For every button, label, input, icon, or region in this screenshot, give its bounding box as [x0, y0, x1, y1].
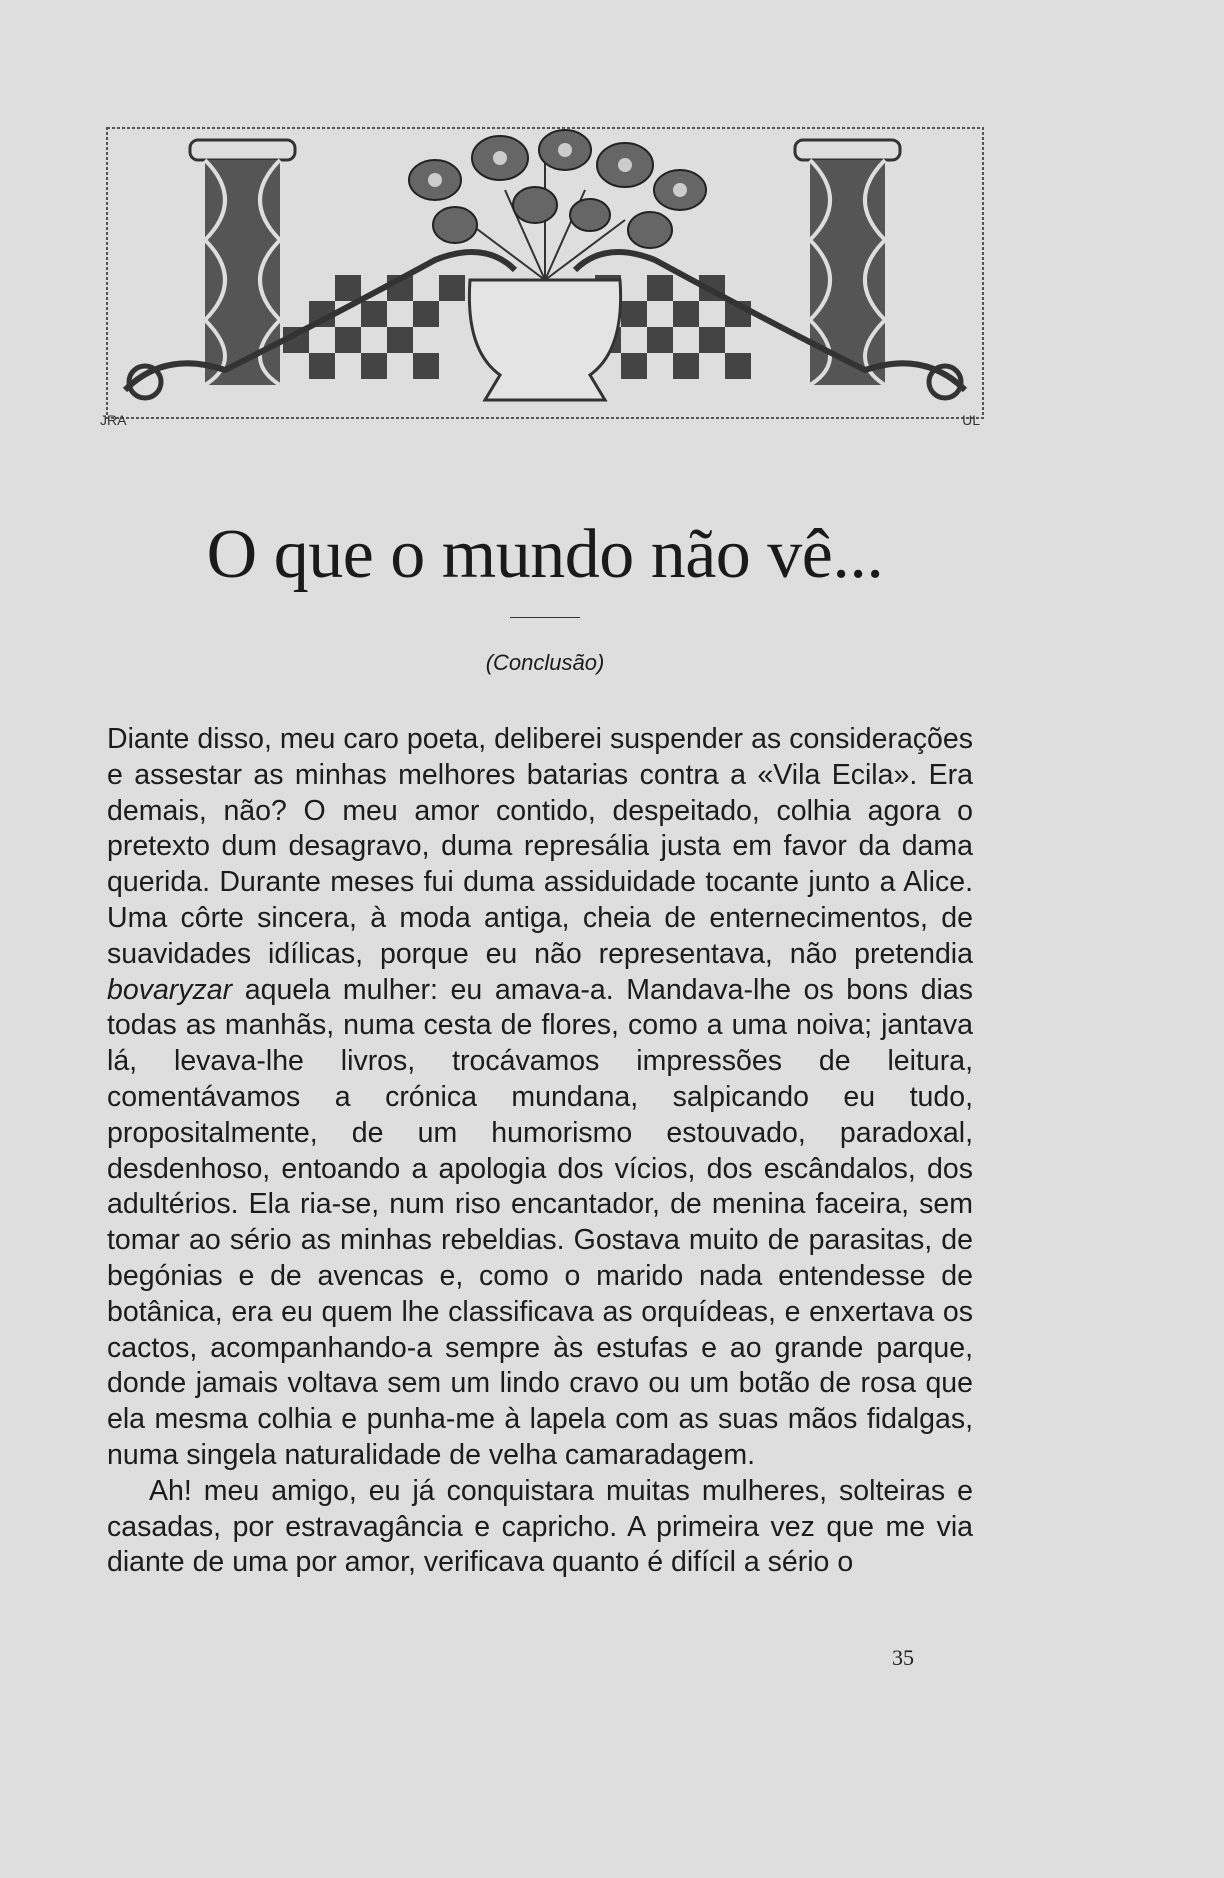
title-divider — [510, 617, 580, 618]
paragraph-1-part-a: Diante disso, meu caro poeta, deliberei suspender as considerações e assestar as minhas melhores batarias contra a «Vila Ecila». Era demais, não? O meu amor contido, despeitado, colhia agora o pretexto dum desagravo, duma represália justa em favor da dama querida. Durante meses fui duma assiduidade tocante junto a Alice. Uma côrte sincera, à moda antiga, cheia de enternecimentos, de suavidades idílicas, porque eu não representava, não pretendia — [107, 723, 973, 970]
article-subtitle: (Conclusão) — [485, 650, 605, 675]
paragraph-1 — [107, 722, 973, 1474]
paragraph-1-part-b: aquela mulher: eu amava-a. Mandava-lhe os bons dias todas as manhãs, numa cesta de flores, como a uma noiva; jantava lá, levava-lhe livros, trocávamos impressões de leitura, comentávamos a crónica mundana, salpicando eu tudo, propositalmente, de um humorismo estouvado, paradoxal, desdenhoso, entoando a apologia dos vícios, dos escândalos, dos adultérios. Ela ria-se, num riso encantador, de menina faceira, sem tomar ao sério as minhas rebeldias. Gostava muito de parasitas, de begónias e de avencas e, como o marido nada entendesse de botânica, era eu quem lhe classificava as orquídeas, e enxertava os cactos, acompanhando-a sempre às estufas e ao grande parque, donde jamais voltava sem um lindo cravo ou um botão de rosa que ela mesma colhia e punha-me à lapela com as suas mãos fidalgas, numa singela naturalidade de velha camaradagem. — [107, 973, 973, 1471]
paragraph-1-emphasis: bovaryzar — [107, 973, 233, 1006]
article-title: O que o mundo não vê... — [206, 516, 884, 593]
article-body — [107, 722, 973, 1581]
paragraph-2: Ah! meu amigo, eu já conquistara muitas mulheres, solteiras e casadas, por estravagância e capricho. A primeira vez que me via diante de uma por amor, verificava quanto é difícil a sério o — [107, 1474, 973, 1579]
page-number: 35 — [892, 1645, 914, 1670]
signature-left: JRA — [100, 412, 127, 428]
decorative-header-illustration — [105, 120, 985, 430]
signature-right: UL — [962, 412, 980, 428]
